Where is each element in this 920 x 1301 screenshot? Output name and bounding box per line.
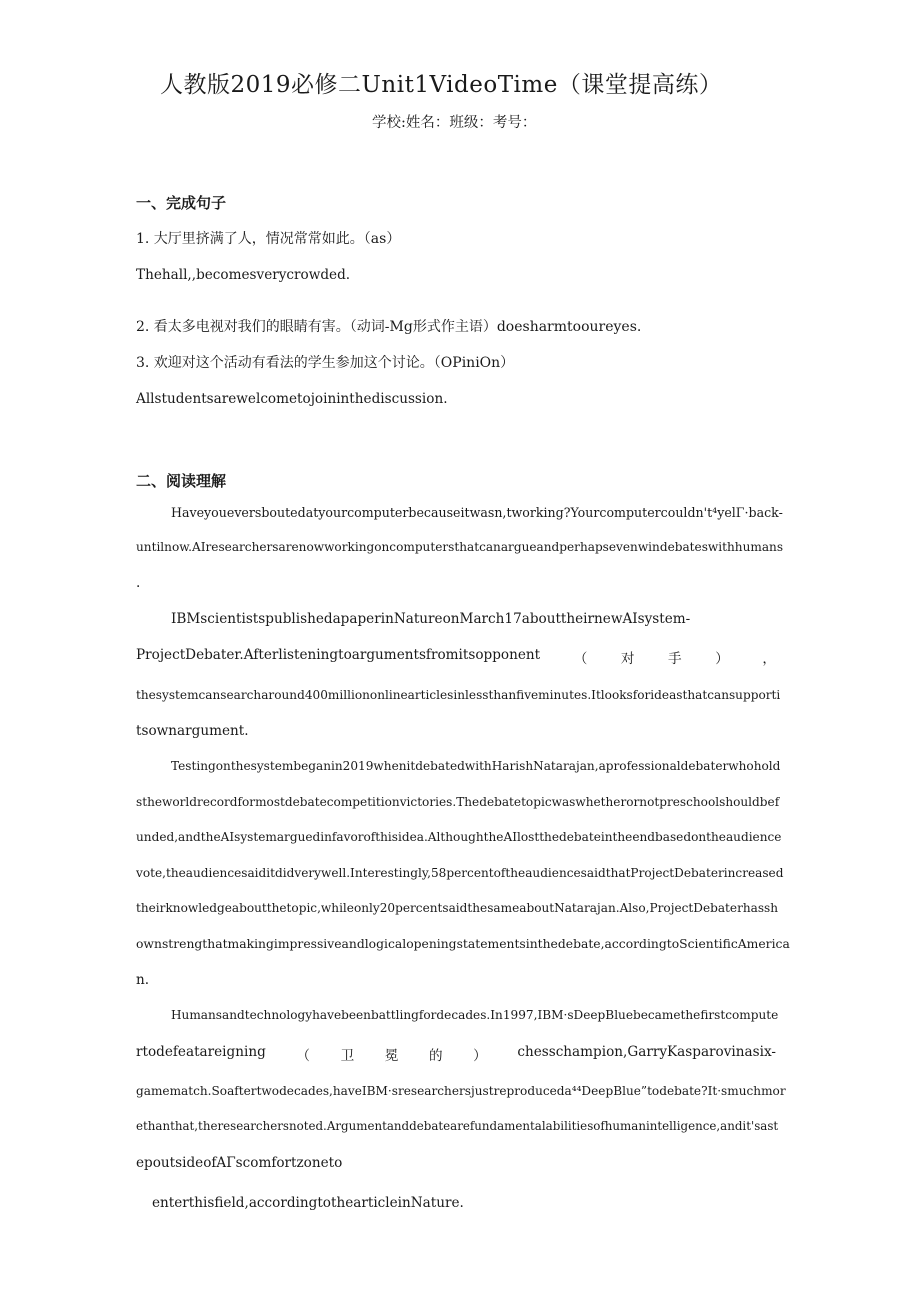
passage-line: Testingonthesystembeganin2019whenitdebatedwithHarishNatarajan,aprofessionaldebaterwhohold — [171, 759, 781, 773]
passage-justified-line — [136, 647, 776, 667]
passage-word: rtodefeatareigning — [136, 1044, 266, 1060]
passage-line: Haveyoueversboutedatyourcomputerbecauseitwasn,tworking?Yourcomputercouldn't⁴yelΓ·back- — [171, 505, 783, 520]
passage-word: 的 — [428, 1048, 443, 1064]
passage-line: . — [136, 575, 141, 591]
page-title: 人教版2019必修二Unit1VideoTime（课堂提高练） — [160, 72, 723, 98]
passage-word: ） — [473, 1048, 487, 1064]
passage-line: enterthisfield,accordingtothearticleinNature. — [152, 1195, 464, 1211]
passage-line: stheworldrecordformostdebatecompetitionvictories.Thedebatetopicwaswhetherornotpreschoolshouldbef — [136, 795, 780, 809]
passage-line: tsownargument. — [136, 723, 249, 739]
question-3: 3. 欢迎对这个活动有看法的学生参加这个讨论。（OPiniOn） — [136, 355, 515, 371]
passage-line: Humansandtechnologyhavebeenbattlingfordecades.In1997,IBM·sDeepBluebecamethefirstcompute — [171, 1008, 779, 1022]
passage-line: n. — [136, 972, 150, 988]
student-info-line: 学校:姓名：班级：考号： — [372, 115, 537, 131]
passage-line: epoutsideofAΓscomfortzoneto — [136, 1155, 343, 1171]
passage-word: 卫 — [340, 1048, 355, 1064]
passage-word: ， — [762, 651, 776, 667]
answer-1: Thehall,,becomesverycrowded. — [136, 267, 351, 283]
passage-line: theirknowledgeaboutthetopic,whileonly20percentsaidthesameaboutNatarajan.Also,ProjectDebaterhassh — [136, 901, 779, 915]
passage-word: ） — [715, 651, 729, 667]
passage-line: gamematch.Soaftertwodecades,haveIBM·sresearchersjustreproduceda⁴⁴DeepBlue”todebate?It·smuchmor — [136, 1084, 786, 1098]
passage-word: （ — [573, 651, 588, 667]
passage-justified-line — [136, 1044, 776, 1064]
passage-line: vote,theaudiencesaiditdidverywell.Interestingly,58percentoftheaudiencesaidthatProjectDebaterincreased — [136, 866, 784, 880]
passage-word: ProjectDebater.Afterlisteningtoargumentsfromitsopponent — [136, 647, 541, 663]
question-2: 2. 看太多电视对我们的眼睛有害。（动词-Mg形式作主语）doesharmtooureyes. — [136, 319, 642, 335]
passage-line: thesystemcansearcharound400milliononlinearticlesinlessthanfiveminutes.Itlooksforideasthatcansupporti — [136, 688, 781, 702]
passage-line: IBMscientistspublishedapaperinNatureonMarch17abouttheirnewAIsystem- — [171, 611, 691, 627]
passage-line: ownstrengthatmakingimpressiveandlogicalopeningstatementsinthedebate,accordingtoScientificAmerica — [136, 937, 790, 951]
passage-line: untilnow.AIresearchersarenowworkingoncomputersthatcanargueandperhapsevenwindebateswithhumans — [136, 540, 784, 554]
answer-3: Allstudentsarewelcometojoininthediscussion. — [136, 391, 448, 407]
passage-line: unded,andtheAIsystemarguedinfavorofthisidea.AlthoughtheAIlostthedebateintheendbasedontheaudience — [136, 830, 782, 844]
passage-word: （ — [296, 1048, 310, 1064]
section-2-heading: 二、阅读理解 — [136, 472, 227, 490]
passage-word: 对 — [620, 651, 635, 667]
passage-line: ethanthat,theresearchersnoted.Argumentanddebatearefundamentalabilitiesofhumanintelligence,andit'sast — [136, 1119, 779, 1133]
passage-word: chesschampion,GarryKasparovinasix- — [517, 1044, 776, 1060]
passage-word: 手 — [668, 651, 682, 667]
section-1-heading: 一、完成句子 — [136, 194, 227, 212]
passage-word: 冕 — [384, 1048, 399, 1064]
question-1: 1. 大厅里挤满了人，情况常常如此。（as） — [136, 231, 401, 247]
